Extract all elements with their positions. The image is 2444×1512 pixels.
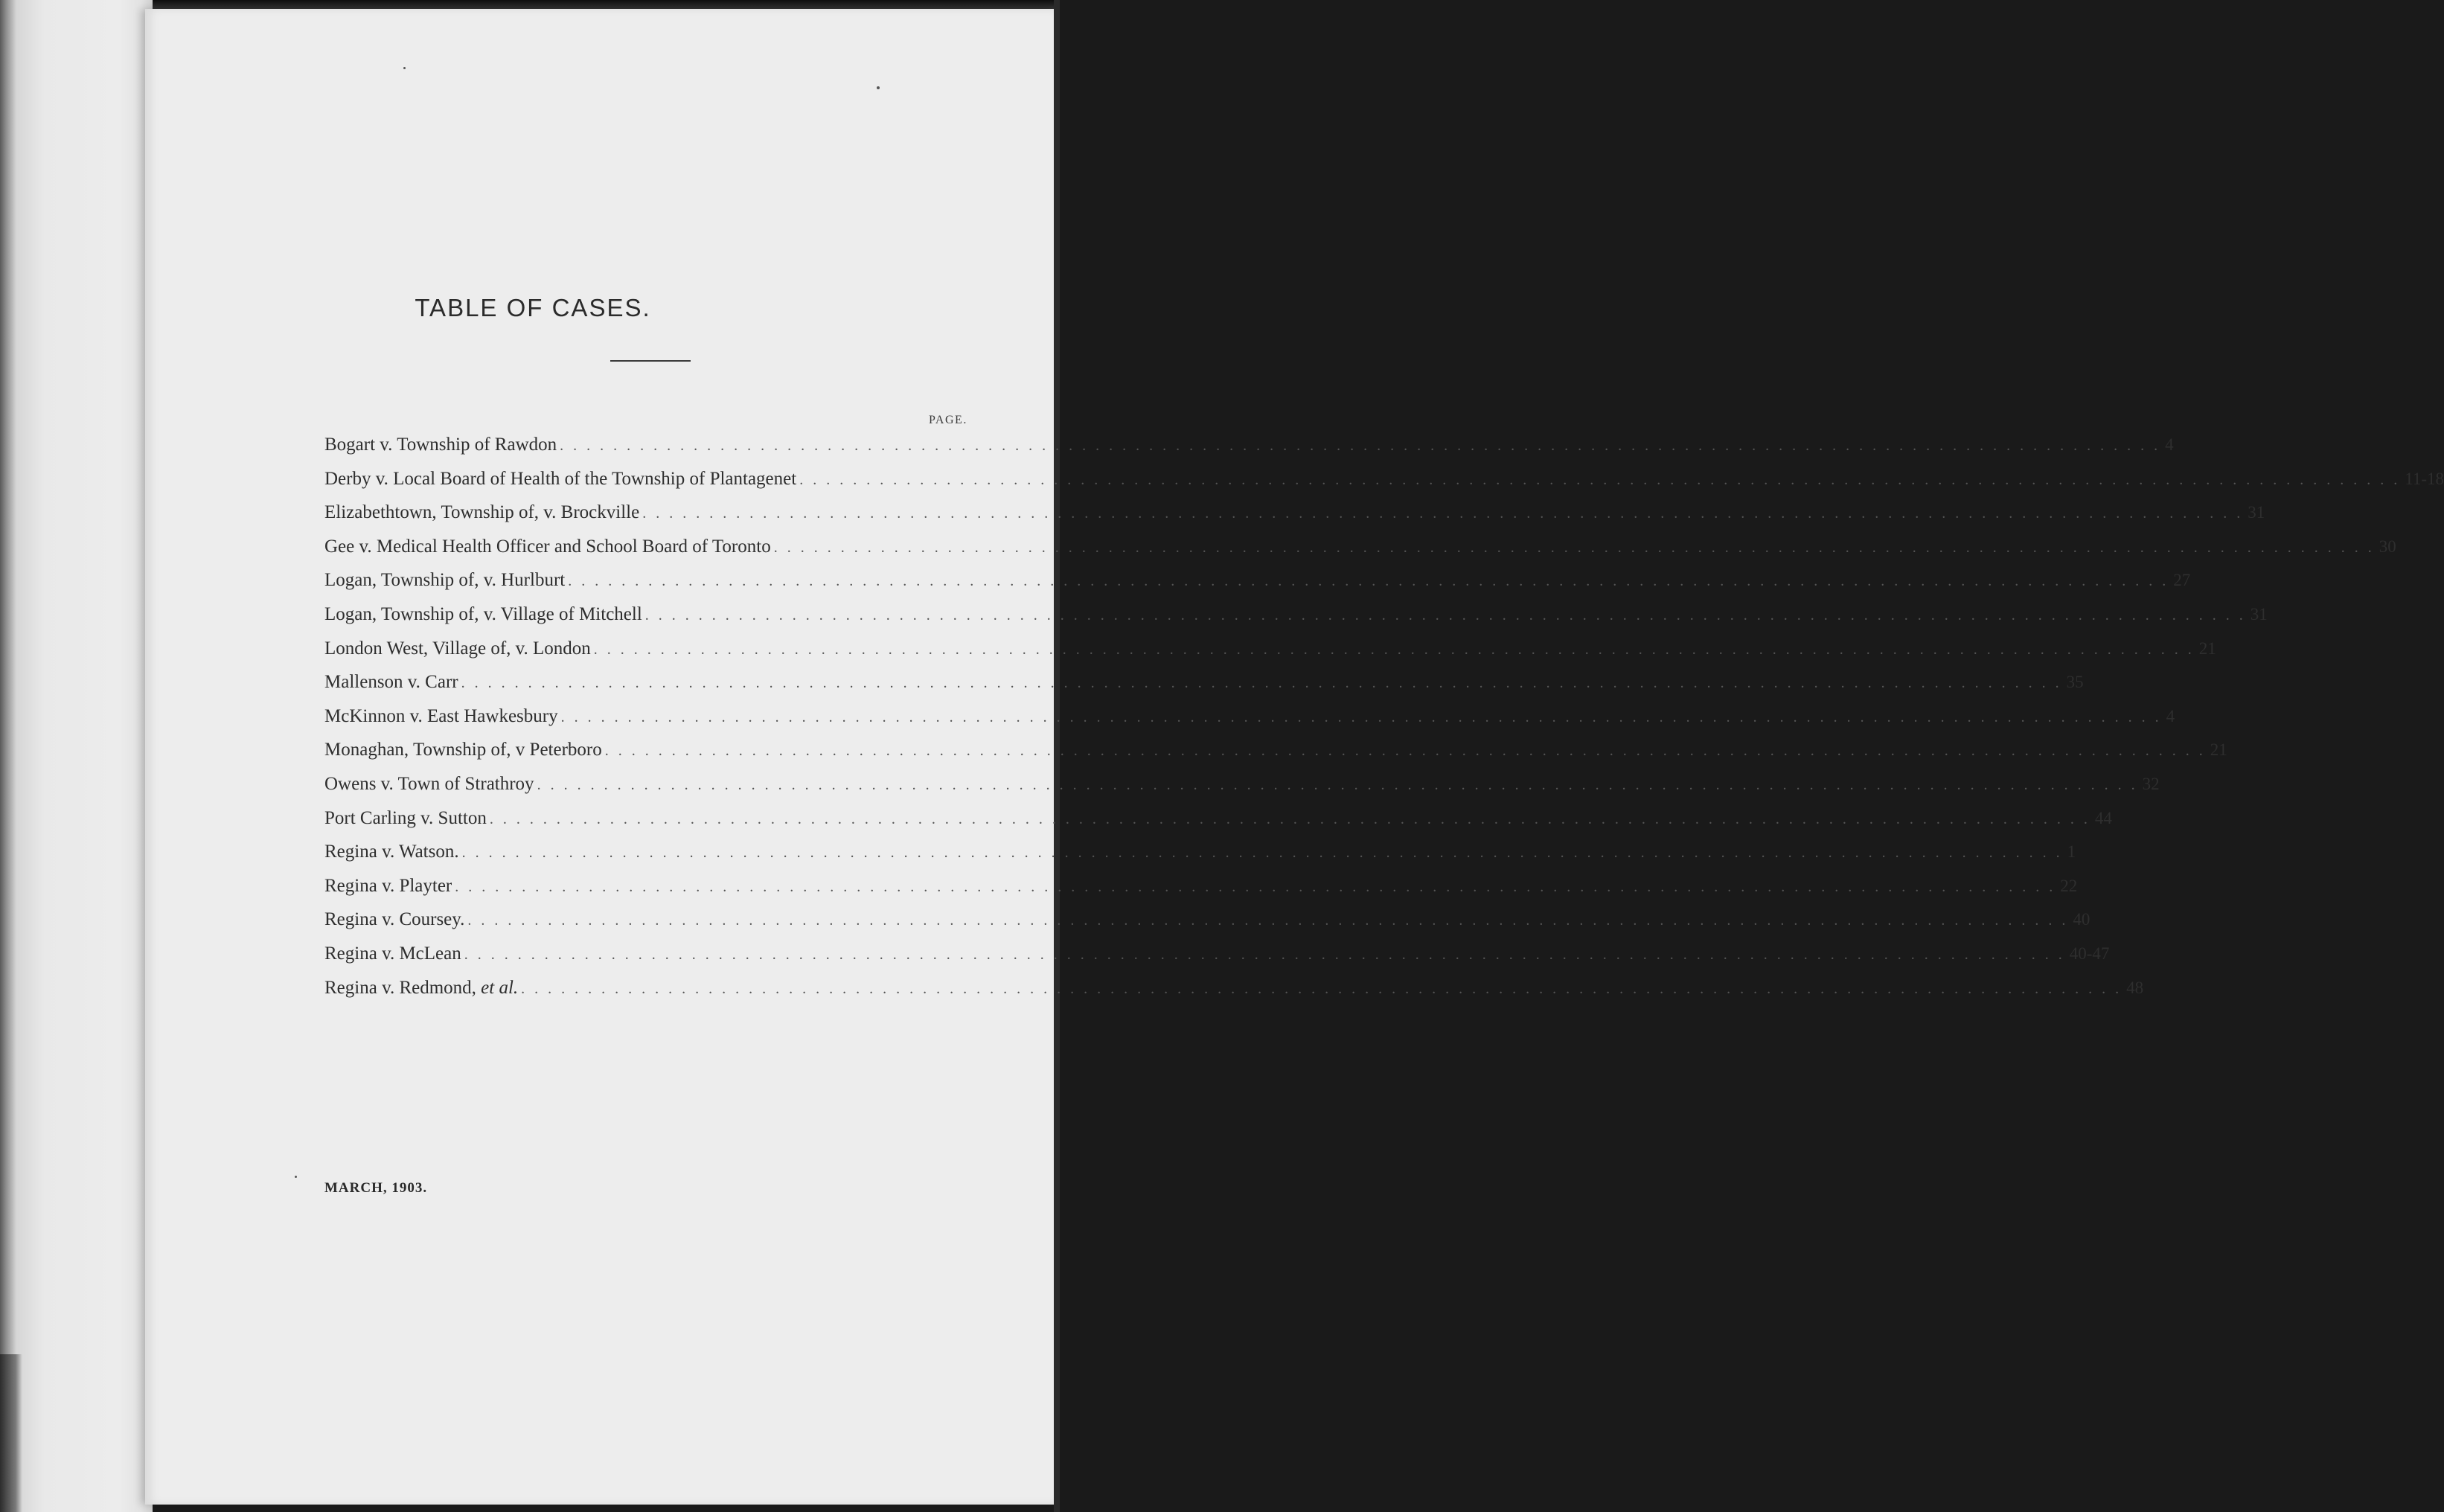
page-reference: 40 [2073,910,2090,929]
case-title: Regina v. Coursey. [324,909,465,930]
case-title: Logan, Township of, v. Hurlburt [324,570,566,591]
toc-entry [324,672,2084,706]
case-name [324,435,557,455]
dot-leader: . . . . . . . . . . . . . . . . . . . . . . . . . . . . . . . . . . . . . . . . . . . . . . . . . . . . . . . . . . . . . . . . . . . . . . . . . . . . . . . . . . . . . . . . . . . . . . . . . . . . . . . . . . . . . . . . . . . . . . . . [464,946,2065,963]
page-reference: 21 [2210,740,2227,760]
page-reference: 21 [2198,638,2216,658]
case-name [324,909,464,930]
case-title: Port Carling v. Sutton [324,807,487,828]
case-title-italic: et al. [481,977,519,998]
case-name [324,536,771,557]
dot-leader: . . . . . . . . . . . . . . . . . . . . . . . . . . . . . . . . . . . . . . . . . . . . . . . . . . . . . . . . . . . . . . . . . . . . . . . . . . . . . . . . . . . . . . . . . . . . . . . . . . . . . . . . . . . . . . . . . . . . . . . . [604,743,2206,760]
case-title: Regina v. Playter [324,875,452,896]
dot-leader: . . . . . . . . . . . . . . . . . . . . . . . . . . . . . . . . . . . . . . . . . . . . . . . . . . . . . . . . . . . . . . . . . . . . . . . . . . . . . . . . . . . . . . . . . . . . . . . . . . . . . . . . . . . . . . . . . . . . . . . . [461,845,2063,862]
page-title: TABLE OF CASES. [415,294,651,321]
page-reference: 11-18 [2405,469,2444,488]
case-title: Mallenson v. Carr [324,672,458,693]
dot-leader: . . . . . . . . . . . . . . . . . . . . . . . . . . . . . . . . . . . . . . . . . . . . . . . . . . . . . . . . . . . . . . . . . . . . . . . . . . . . . . . . . . . . . . . . . . . . . . . . . . . . . . . . . . . . . . . . . . . . . . . . [521,980,2122,997]
case-title: Elizabethtown, Township of, v. Brockville [324,502,640,523]
page-reference: 35 [2066,673,2084,692]
case-title: London West, Village of, v. London [324,638,591,659]
case-name [324,638,591,659]
dot-leader: . . . . . . . . . . . . . . . . . . . . . . . . . . . . . . . . . . . . . . . . . . . . . . . . . . . . . . . . . . . . . . . . . . . . . . . . . . . . . . . . . . . . . . . . . . . . . . . . . . . . . . . . . . . . . . . . . . . . . . . . [644,606,2246,624]
toc-entry [324,468,2444,503]
page-reference: 31 [2248,503,2265,522]
toc-entry [324,842,2076,876]
toc-entry [324,638,2216,673]
paper-speck [877,86,880,89]
case-name [324,469,796,490]
dot-leader: . . . . . . . . . . . . . . . . . . . . . . . . . . . . . . . . . . . . . . . . . . . . . . . . . . . . . . . . . . . . . . . . . . . . . . . . . . . . . . . . . . . . . . . . . . . . . . . . . . . . . . . . . . . . . . . . . . . . . . . . [568,573,2169,590]
table-of-cases [324,435,2444,1011]
dot-leader: . . . . . . . . . . . . . . . . . . . . . . . . . . . . . . . . . . . . . . . . . . . . . . . . . . . . . . . . . . . . . . . . . . . . . . . . . . . . . . . . . . . . . . . . . . . . . . . . . . . . . . . . . . . . . . . . . . . . . . . . [799,471,2401,488]
dot-leader: . . . . . . . . . . . . . . . . . . . . . . . . . . . . . . . . . . . . . . . . . . . . . . . . . . . . . . . . . . . . . . . . . . . . . . . . . . . . . . . . . . . . . . . . . . . . . . . . . . . . . . . . . . . . . . . . . . . . . . . . [560,438,2161,454]
case-title: Derby v. Local Board of Health of the Township of Plantagenet [324,468,797,489]
case-name [324,944,461,964]
toc-entry [324,909,2090,944]
case-title: Monaghan, Township of, v Peterboro [324,740,602,760]
case-title: Regina v. Watson. [324,842,459,862]
toc-entry [324,773,2160,808]
case-title: Gee v. Medical Health Officer and School Board of Toronto [324,536,771,557]
page-reference: 44 [2094,808,2112,827]
page-column-header: PAGE. [929,414,967,426]
case-title: Regina v. McLean [324,943,461,964]
case-name [324,672,458,693]
toc-entry [324,705,2175,740]
publication-date: MARCH, 1903. [324,1180,428,1196]
toc-entry [324,807,2112,842]
case-name [324,808,487,829]
cover-corner-shadow [0,1354,22,1512]
toc-entry [324,502,2265,536]
page-reference: 31 [2250,604,2268,624]
page-reference: 22 [2060,876,2078,895]
case-name [324,842,459,862]
page-reference: 1 [2067,842,2076,862]
page-reference: 40-47 [2069,944,2110,963]
dot-leader: . . . . . . . . . . . . . . . . . . . . . . . . . . . . . . . . . . . . . . . . . . . . . . . . . . . . . . . . . . . . . . . . . . . . . . . . . . . . . . . . . . . . . . . . . . . . . . . . . . . . . . . . . . . . . . . . . . . . . . . . [642,505,2244,522]
paper-speck [295,1176,297,1178]
case-name [324,978,518,999]
dot-leader: . . . . . . . . . . . . . . . . . . . . . . . . . . . . . . . . . . . . . . . . . . . . . . . . . . . . . . . . . . . . . . . . . . . . . . . . . . . . . . . . . . . . . . . . . . . . . . . . . . . . . . . . . . . . . . . . . . . . . . . . [461,675,2062,692]
page-reference: 4 [2165,435,2174,454]
case-name [324,740,602,760]
case-title: Bogart v. Township of Rawdon [324,435,557,455]
toc-entry [324,943,2110,978]
dot-leader: . . . . . . . . . . . . . . . . . . . . . . . . . . . . . . . . . . . . . . . . . . . . . . . . . . . . . . . . . . . . . . . . . . . . . . . . . . . . . . . . . . . . . . . . . . . . . . . . . . . . . . . . . . . . . . . . . . . . . . . . [593,641,2195,658]
case-name [324,502,639,523]
case-name [324,876,452,897]
toc-entry [324,977,2144,1012]
dot-leader: . . . . . . . . . . . . . . . . . . . . . . . . . . . . . . . . . . . . . . . . . . . . . . . . . . . . . . . . . . . . . . . . . . . . . . . . . . . . . . . . . . . . . . . . . . . . . . . . . . . . . . . . . . . . . . . . . . . . . . . . [467,912,2069,929]
toc-entry [324,536,2396,571]
title-rule [610,360,691,362]
case-title: Logan, Township of, v. Village of Mitchell [324,603,642,624]
case-name [324,570,565,591]
case-title: Regina v. Redmond, [324,977,476,998]
page-reference: 32 [2142,774,2160,793]
page-reference: 30 [2379,536,2396,556]
case-title: Owens v. Town of Strathroy [324,773,534,794]
dot-leader: . . . . . . . . . . . . . . . . . . . . . . . . . . . . . . . . . . . . . . . . . . . . . . . . . . . . . . . . . . . . . . . . . . . . . . . . . . . . . . . . . . . . . . . . . . . . . . . . . . . . . . . . . . . . . . . . . . . . . . . . [537,776,2138,793]
case-title: McKinnon v. East Hawkesbury [324,705,558,726]
book-cover-edge [0,0,153,1512]
dot-leader: . . . . . . . . . . . . . . . . . . . . . . . . . . . . . . . . . . . . . . . . . . . . . . . . . . . . . . . . . . . . . . . . . . . . . . . . . . . . . . . . . . . . . . . . . . . . . . . . . . . . . . . . . . . . . . . . . . . . . . . . [773,539,2375,556]
toc-entry [324,435,2174,469]
dot-leader: . . . . . . . . . . . . . . . . . . . . . . . . . . . . . . . . . . . . . . . . . . . . . . . . . . . . . . . . . . . . . . . . . . . . . . . . . . . . . . . . . . . . . . . . . . . . . . . . . . . . . . . . . . . . . . . . . . . . . . . . [455,878,2056,895]
toc-entry [324,875,2078,910]
page-reference: 27 [2173,571,2191,590]
page-reference: 4 [2166,706,2175,725]
case-name [324,604,642,625]
dot-leader: . . . . . . . . . . . . . . . . . . . . . . . . . . . . . . . . . . . . . . . . . . . . . . . . . . . . . . . . . . . . . . . . . . . . . . . . . . . . . . . . . . . . . . . . . . . . . . . . . . . . . . . . . . . . . . . . . . . . . . . . [560,708,2162,725]
paper-speck [403,67,406,69]
toc-entry [324,570,2191,604]
toc-entry [324,603,2268,638]
case-name [324,706,558,727]
page-reference: 48 [2126,978,2144,997]
dot-leader: . . . . . . . . . . . . . . . . . . . . . . . . . . . . . . . . . . . . . . . . . . . . . . . . . . . . . . . . . . . . . . . . . . . . . . . . . . . . . . . . . . . . . . . . . . . . . . . . . . . . . . . . . . . . . . . . . . . . . . . . [489,810,2090,827]
case-name [324,774,534,795]
toc-entry [324,740,2227,774]
